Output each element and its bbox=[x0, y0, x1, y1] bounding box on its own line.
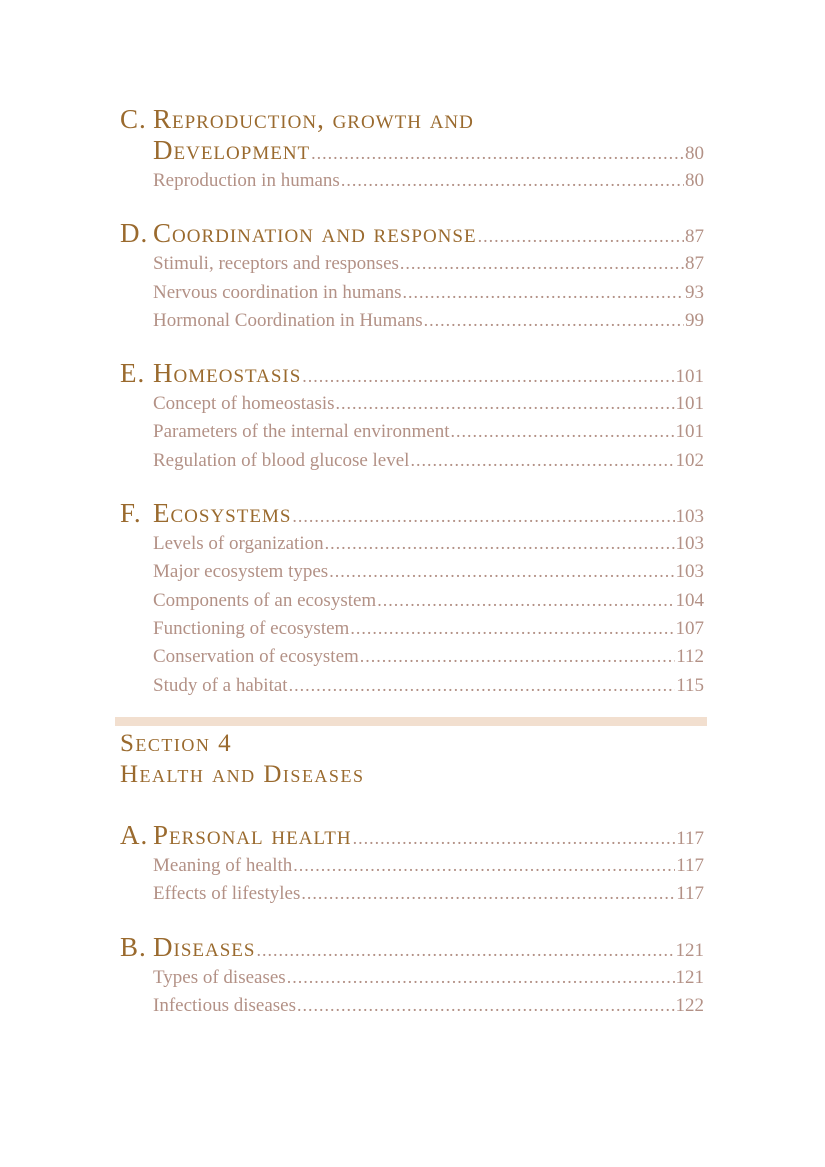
entry-label: Parameters of the internal environment bbox=[153, 421, 450, 443]
page-number: 99 bbox=[685, 309, 704, 331]
dot-leader bbox=[292, 501, 674, 529]
dot-leader bbox=[478, 221, 684, 249]
entry-label: Regulation of blood glucose level bbox=[153, 449, 410, 471]
chapter-letter: D. bbox=[120, 218, 149, 249]
chapter-letter: A. bbox=[120, 820, 149, 850]
toc-entry[interactable] bbox=[120, 166, 704, 194]
chapter-heading[interactable] bbox=[120, 498, 704, 529]
toc-chapter bbox=[120, 218, 704, 334]
page-number: 103 bbox=[675, 561, 704, 583]
dot-leader bbox=[293, 851, 675, 879]
toc-chapter bbox=[120, 932, 704, 1020]
toc-entry[interactable] bbox=[120, 557, 704, 585]
toc-entry[interactable] bbox=[120, 249, 704, 277]
dot-leader bbox=[360, 642, 675, 670]
entry-label: Effects of lifestyles bbox=[153, 883, 301, 905]
dot-leader bbox=[311, 138, 684, 166]
toc-part-2 bbox=[120, 820, 704, 1019]
page-number: 93 bbox=[685, 281, 704, 303]
entry-label: Major ecosystem types bbox=[153, 561, 329, 583]
toc-chapter bbox=[120, 498, 704, 699]
toc-chapter bbox=[120, 820, 704, 908]
toc-entry[interactable] bbox=[120, 671, 704, 699]
page-number: 102 bbox=[675, 449, 704, 471]
entry-label: Stimuli, receptors and responses bbox=[153, 253, 399, 275]
page-number: 121 bbox=[675, 939, 704, 961]
page-number: 117 bbox=[676, 828, 704, 849]
page-number: 112 bbox=[676, 646, 704, 668]
dot-leader bbox=[301, 879, 675, 907]
toc-chapter bbox=[120, 104, 704, 194]
page-number: 80 bbox=[685, 170, 704, 191]
page-number: 117 bbox=[676, 883, 704, 905]
chapter-heading-line[interactable] bbox=[120, 104, 704, 135]
page-number: 101 bbox=[675, 393, 704, 415]
toc-entry[interactable] bbox=[120, 963, 704, 991]
chapter-title-line1: Reproduction, growth and bbox=[153, 104, 474, 134]
section-number: Section 4 bbox=[120, 730, 233, 757]
chapter-letter: C. bbox=[120, 104, 147, 134]
toc-part-1 bbox=[120, 104, 704, 699]
entry-label: Hormonal Coordination in Humans bbox=[153, 309, 423, 331]
chapter-heading[interactable] bbox=[120, 932, 704, 963]
toc-entry[interactable] bbox=[120, 417, 704, 445]
toc-entry[interactable] bbox=[120, 851, 704, 879]
chapter-title: Personal health bbox=[153, 820, 352, 850]
toc-chapter bbox=[120, 358, 704, 474]
chapter-letter: B. bbox=[120, 931, 147, 962]
entry-label: Conservation of ecosystem bbox=[153, 646, 359, 668]
entry-label: Levels of organization bbox=[153, 533, 324, 555]
entry-label: Concept of homeostasis bbox=[153, 393, 335, 415]
chapter-letter: F. bbox=[120, 498, 142, 529]
entry-label: Reproduction in humans bbox=[153, 170, 340, 191]
page-number: 103 bbox=[675, 533, 704, 555]
page-number: 104 bbox=[675, 589, 704, 611]
toc-entry[interactable] bbox=[120, 879, 704, 907]
page-number: 107 bbox=[675, 617, 704, 639]
chapter-heading[interactable] bbox=[120, 820, 704, 851]
page-number: 87 bbox=[685, 226, 704, 248]
entry-label: Functioning of ecosystem bbox=[153, 617, 350, 639]
chapter-title: Homeostasis bbox=[153, 358, 302, 389]
dot-leader bbox=[353, 823, 676, 851]
dot-leader bbox=[336, 389, 675, 417]
dot-leader bbox=[341, 166, 684, 194]
entry-label: Study of a habitat bbox=[153, 674, 288, 696]
dot-leader bbox=[424, 306, 684, 334]
entry-label: Meaning of health bbox=[153, 855, 293, 876]
toc-entry[interactable] bbox=[120, 642, 704, 670]
section-title: Health and Diseases bbox=[120, 761, 365, 788]
page-number: 103 bbox=[675, 506, 704, 528]
chapter-heading[interactable] bbox=[120, 135, 704, 166]
dot-leader bbox=[289, 671, 676, 699]
dot-leader bbox=[256, 935, 674, 963]
dot-leader bbox=[297, 991, 675, 1019]
chapter-title: Coordination and response bbox=[153, 218, 477, 249]
page-number: 80 bbox=[685, 143, 704, 164]
chapter-title: Development bbox=[153, 135, 311, 165]
entry-label: Infectious diseases bbox=[153, 994, 296, 1016]
chapter-title: Diseases bbox=[153, 931, 256, 962]
chapter-letter: E. bbox=[120, 358, 146, 389]
chapter-heading[interactable] bbox=[120, 358, 704, 389]
dot-leader bbox=[403, 278, 684, 306]
page-number: 115 bbox=[676, 674, 704, 696]
toc-entry[interactable] bbox=[120, 278, 704, 306]
section-divider-bar bbox=[115, 717, 707, 726]
dot-leader bbox=[325, 529, 675, 557]
dot-leader bbox=[451, 417, 675, 445]
page-number: 117 bbox=[676, 855, 704, 876]
toc-entry[interactable] bbox=[120, 446, 704, 474]
dot-leader bbox=[350, 614, 674, 642]
toc-entry[interactable] bbox=[120, 614, 704, 642]
dot-leader bbox=[400, 249, 684, 277]
dot-leader bbox=[377, 586, 674, 614]
page-number: 87 bbox=[685, 253, 704, 275]
dot-leader bbox=[302, 361, 674, 389]
entry-label: Components of an ecosystem bbox=[153, 589, 377, 611]
chapter-title: Ecosystems bbox=[153, 498, 292, 529]
dot-leader bbox=[410, 446, 674, 474]
page-number: 101 bbox=[675, 421, 704, 443]
toc-entry[interactable] bbox=[120, 306, 704, 334]
toc-entry[interactable] bbox=[120, 389, 704, 417]
dot-leader bbox=[287, 963, 675, 991]
toc-entry[interactable] bbox=[120, 529, 704, 557]
entry-label: Types of diseases bbox=[153, 966, 286, 988]
page-number: 121 bbox=[675, 966, 704, 988]
dot-leader bbox=[329, 557, 674, 585]
toc-entry[interactable] bbox=[120, 586, 704, 614]
toc-entry[interactable] bbox=[120, 991, 704, 1019]
entry-label: Nervous coordination in humans bbox=[153, 281, 402, 303]
page-number: 122 bbox=[675, 994, 704, 1016]
page-number: 101 bbox=[675, 366, 704, 388]
chapter-heading[interactable] bbox=[120, 218, 704, 249]
